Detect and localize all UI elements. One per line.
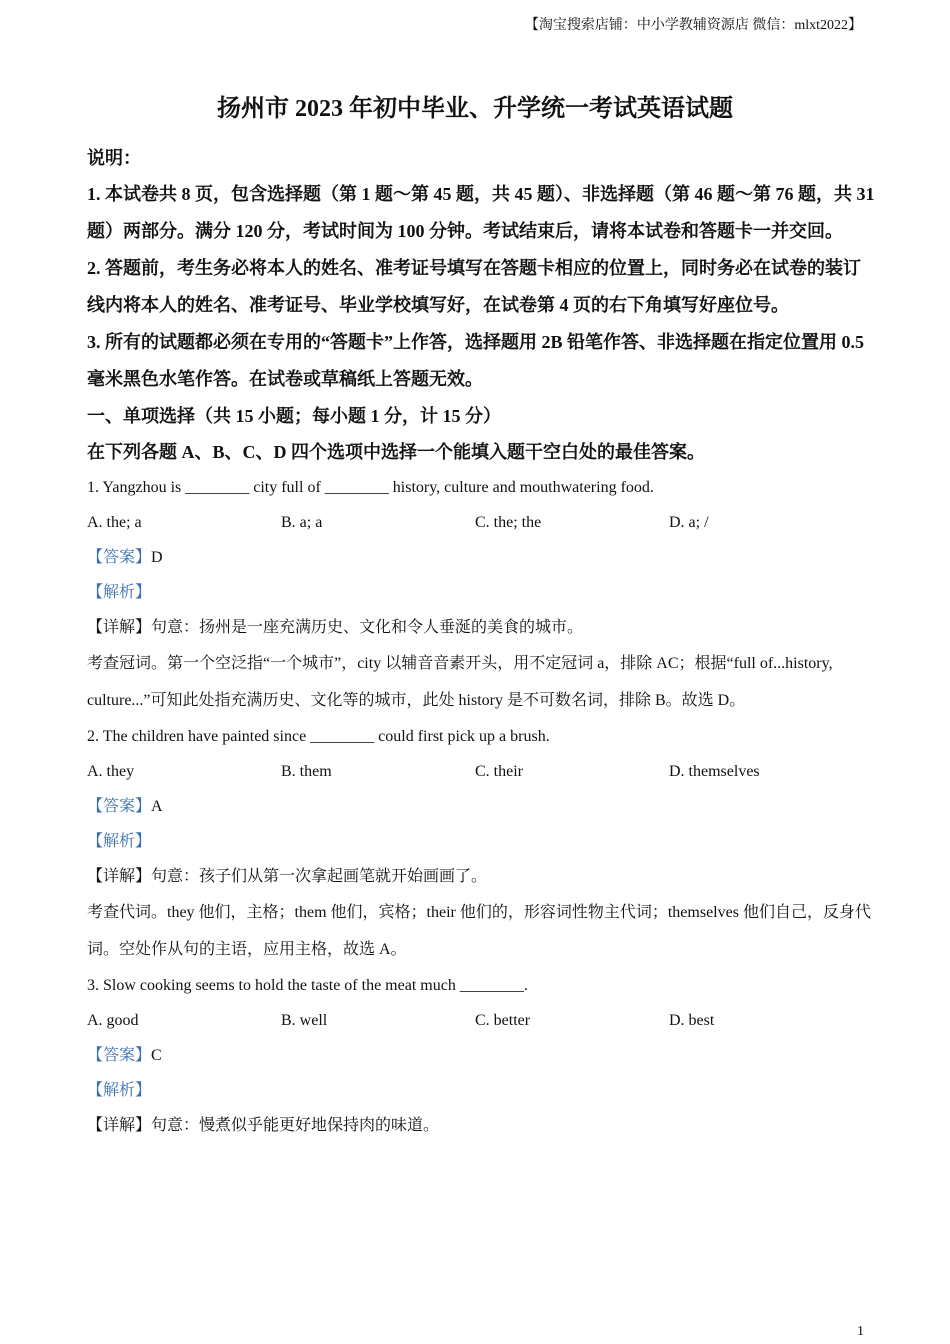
option-d: D. themselves xyxy=(669,763,760,780)
section-directions: 在下列各题 A、B、C、D 四个选项中选择一个能填入题干空白处的最佳答案。 xyxy=(87,442,705,462)
question-stem: 1. Yangzhou is ________ city full of ________ history, culture and mouthwatering food. xyxy=(87,479,654,496)
question-options xyxy=(87,1003,877,1038)
option-d: D. a; / xyxy=(669,514,709,531)
instructions-label: 说明： xyxy=(87,148,141,168)
answer-label: 【答案】 xyxy=(87,798,152,815)
answer-line xyxy=(87,789,877,824)
detail-line xyxy=(87,1108,877,1143)
analysis-line xyxy=(87,824,877,859)
content xyxy=(87,140,877,1143)
shop-note: 【淘宝搜索店铺：中小学教辅资源店 微信：mlxt2022】 xyxy=(524,18,862,33)
analysis-label: 【解析】 xyxy=(87,584,152,601)
analysis-label: 【解析】 xyxy=(87,833,152,850)
instruction-3: 3. 所有的试题都必须在专用的“答题卡”上作答，选择题用 2B 铅笔作答、非选择题在指定位置用 0.5 毫米黑色水笔作答。在试卷或草稿纸上答题无效。 xyxy=(87,332,865,389)
option-c: C. better xyxy=(475,1012,531,1029)
option-d: D. best xyxy=(669,1012,715,1029)
page-number: 1 xyxy=(857,1324,864,1339)
detail-line xyxy=(87,610,877,645)
answer-label: 【答案】 xyxy=(87,549,152,566)
option-b: B. well xyxy=(281,1012,328,1029)
analysis-label: 【解析】 xyxy=(87,1082,152,1099)
instruction-1: 1. 本试卷共 8 页，包含选择题（第 1 题～第 45 题，共 45 题）、非选择题（第 46 题～第 76 题，共 31 题）两部分。满分 120 分，考试时间为 100 分钟。考试结束后，请将本试卷和答题卡一并交回。 xyxy=(87,184,875,241)
answer-value: A xyxy=(151,798,163,815)
explanation: 考查冠词。第一个空泛指“一个城市”，city 以辅音音素开头，用不定冠词 a，排除 AC；根据“full of...history, culture...”可知此处指充满历史、文化等的城市，此处 history 是不可数名词，排除 B。故选 D。 xyxy=(87,655,833,709)
detail-label: 【详解】 xyxy=(87,1117,152,1134)
answer-label: 【答案】 xyxy=(87,1047,152,1064)
option-b: B. them xyxy=(281,763,332,780)
question-stem: 3. Slow cooking seems to hold the taste of the meat much ________. xyxy=(87,977,528,994)
detail-line xyxy=(87,859,877,894)
option-c: C. the; the xyxy=(475,514,542,531)
detail-label: 【详解】 xyxy=(87,619,152,636)
explanation: 考查代词。they 他们，主格；them 他们，宾格；their 他们的，形容词性物主代词；themselves 他们自己，反身代词。空处作从句的主语，应用主格，故选 A。 xyxy=(87,904,871,958)
answer-line xyxy=(87,1038,877,1073)
detail-text: 句意：孩子们从第一次拿起画笔就开始画画了。 xyxy=(151,868,488,885)
page-title: 扬州市 2023 年初中毕业、升学统一考试英语试题 xyxy=(217,96,733,122)
question-stem: 2. The children have painted since ________ could first pick up a brush. xyxy=(87,728,550,745)
detail-label: 【详解】 xyxy=(87,868,152,885)
option-a: A. the; a xyxy=(87,514,142,531)
analysis-line xyxy=(87,1073,877,1108)
detail-text: 句意：扬州是一座充满历史、文化和令人垂涎的美食的城市。 xyxy=(151,619,584,636)
question-options xyxy=(87,754,877,789)
analysis-line xyxy=(87,575,877,610)
option-b: B. a; a xyxy=(281,514,323,531)
option-a: A. good xyxy=(87,1012,139,1029)
answer-value: C xyxy=(151,1047,162,1064)
detail-text: 句意：慢煮似乎能更好地保持肉的味道。 xyxy=(151,1117,440,1134)
answer-value: D xyxy=(151,549,163,566)
answer-line xyxy=(87,540,877,575)
option-c: C. their xyxy=(475,763,523,780)
section-heading: 一、单项选择（共 15 小题；每小题 1 分，计 15 分） xyxy=(87,406,501,426)
question-options xyxy=(87,505,877,540)
instruction-2: 2. 答题前，考生务必将本人的姓名、准考证号填写在答题卡相应的位置上，同时务必在试卷的装订线内将本人的姓名、准考证号、毕业学校填写好，在试卷第 4 页的右下角填写好座位号。 xyxy=(87,258,861,315)
option-a: A. they xyxy=(87,763,135,780)
